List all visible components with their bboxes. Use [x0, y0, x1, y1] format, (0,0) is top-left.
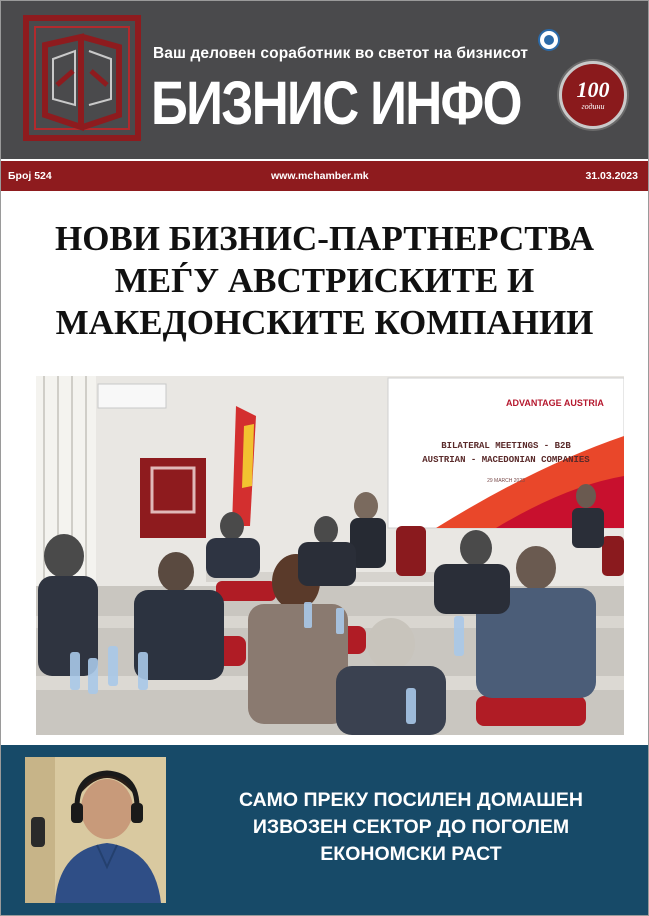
- headline-line: МЕЃУ АВСТРИСКИТЕ И: [114, 261, 535, 300]
- screen-line-2: AUSTRIAN - MACEDONIAN COMPANIES: [422, 455, 590, 465]
- headline-line: НОВИ БИЗНИС-ПАРТНЕРСТВА: [54, 219, 595, 258]
- website-link[interactable]: www.mchamber.mk: [271, 170, 369, 182]
- issue-date: 31.03.2023: [585, 170, 638, 182]
- chamber-badge-icon: [538, 29, 560, 51]
- banner-line: ЕКОНОМСКИ РАСТ: [320, 843, 502, 865]
- medal-subtitle: години: [581, 102, 605, 111]
- anniversary-medal-icon: [559, 61, 627, 129]
- bottom-banner: [1, 745, 648, 915]
- medal-number: 100: [576, 77, 610, 102]
- interview-portrait: [25, 757, 166, 903]
- headline-line: МАКЕДОНСКИТЕ КОМПАНИИ: [55, 303, 594, 342]
- tagline: Ваш деловен соработник во светот на бизнисот: [153, 45, 529, 62]
- screen-line-1: BILATERAL MEETINGS - B2B: [441, 441, 571, 451]
- masthead: [1, 1, 648, 159]
- info-bar: [1, 161, 648, 191]
- screen-brand: ADVANTAGE AUSTRIA: [506, 398, 604, 408]
- banner-line: САМО ПРЕКУ ПОСИЛЕН ДОМАШЕН: [238, 789, 583, 811]
- issue-number: Број 524: [8, 170, 52, 182]
- magazine-title: БИЗНИС ИНФО: [151, 69, 521, 137]
- banner-line: ИЗВОЗЕН СЕКТОР ДО ПОГОЛЕМ: [252, 816, 570, 838]
- chamber-logo-icon: [23, 15, 141, 141]
- main-headline: [20, 218, 629, 344]
- cover-photo: [36, 376, 624, 735]
- banner-headline: [191, 787, 631, 868]
- screen-date: 29 MARCH 2023: [487, 478, 525, 484]
